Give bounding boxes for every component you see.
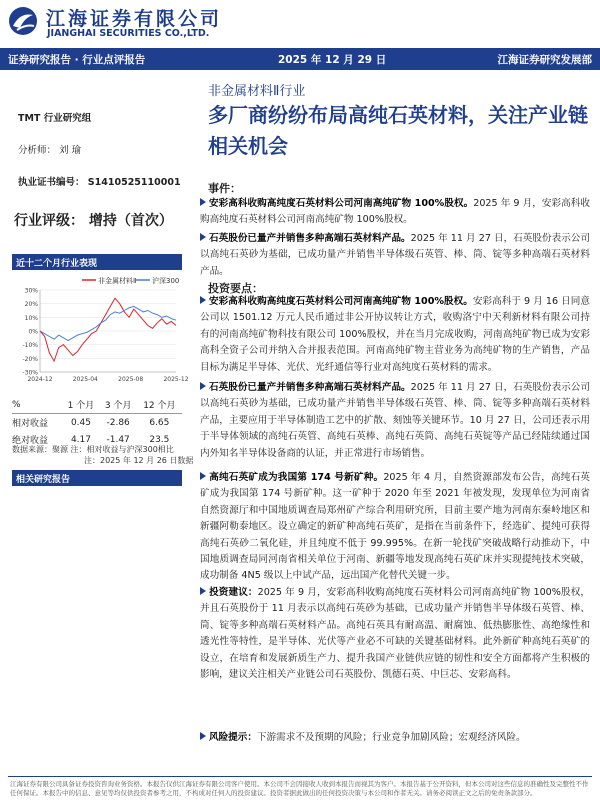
event-1-text: 2025 年 9 月，安彩高科收购高纯度石英材料公司河南高纯矿物 100%股权。 bbox=[200, 198, 590, 226]
x-tick-label: 2024-12 bbox=[27, 376, 53, 383]
department: 江海证券研究发展部 bbox=[497, 54, 592, 66]
event-2-lead: 石英股份已量产并销售多种高端石英材料产品。 bbox=[209, 233, 411, 244]
y-tick-label: -30% bbox=[22, 369, 38, 377]
research-group: TMT 行业研究组 bbox=[18, 113, 92, 124]
point-3-text: 2025 年 4 月，自然资源部发布公告，高纯石英矿成为我国第 174 号新矿种。这一矿种于 2020 年至 2021 年被发现，发现单位为河南省自然资源厅和中国地质调查局郑州矿产综合利用研究所，目前主要产地为河南东秦岭地区和新疆阿勒泰地区。设立确定的新矿种高纯石英矿，是指在当前条件下，经选矿、提纯可获得高纯石英砂二氧化硅，并且纯度不低于 99.995%。在新一轮找矿突破战略行动推动下，中国地质调查局同河南省相关单位于河南、新疆等地发现高纯石英矿床并实现提纯技术突破，成功制备 4N5 级以上中试产品，远出国产化替代关键一步。 bbox=[200, 472, 590, 582]
table-header-cell: % bbox=[12, 396, 62, 414]
bullet-arrow-icon bbox=[200, 198, 206, 206]
point-1-lead: 安彩高科收购高纯度石英材料公司河南高纯矿物 100%股权。 bbox=[209, 296, 473, 307]
series-line-sector bbox=[40, 298, 176, 361]
table-cell: 绝对收益 bbox=[12, 436, 49, 446]
bullet-arrow-icon bbox=[200, 587, 206, 595]
performance-section-title bbox=[12, 254, 182, 270]
report-title: 多厂商纷纷布局高纯石英材料，关注产业链相关机会 bbox=[208, 103, 588, 158]
event-paragraph-1 bbox=[200, 196, 590, 229]
legend-label-hs300: 沪深300 bbox=[152, 277, 180, 285]
x-tick-label: 2025-04 bbox=[72, 376, 98, 383]
y-tick-label: 0% bbox=[28, 328, 38, 336]
table-cell: 0.45 bbox=[70, 417, 91, 428]
table-cell: 相对收益 bbox=[12, 419, 49, 429]
table-cell: 6.65 bbox=[149, 417, 170, 428]
table-header-cell: 3 个月 bbox=[100, 396, 137, 414]
y-tick-label: -20% bbox=[22, 355, 38, 363]
table-header-cell: 12 个月 bbox=[137, 396, 182, 414]
point-3-lead: 高纯石英矿成为我国第 174 号新矿种。 bbox=[209, 472, 384, 483]
y-tick-label: 10% bbox=[24, 314, 38, 322]
footer-disclaimer: 江海证券有限公司具备证券投资咨询业务资格。本报告仅供江海证券有限公司客户使用。本公司不会因接收人收到本报告而视其为客户。本报告基于公开资料，但本公司对这些信息的准确性及完整性不作任何保证。本报告中的信息、意见等均仅供投资者参考之用，不构成对任何人的投资建议。投资者据此做出的任何投资决策与本公司和作者无关。请务必阅读正文之后的免责条款部分。 bbox=[10, 780, 589, 797]
data-date-note: 注：2025 年 12 月 26 日数据 bbox=[84, 456, 194, 465]
company-name-en: JIANGHAI SECURITIES CO.,LTD. bbox=[47, 28, 210, 39]
analyst: 分析师： 刘 瑜 bbox=[18, 145, 82, 156]
y-tick-label: 30% bbox=[24, 287, 38, 295]
related-title-text: 相关研究报告 bbox=[16, 475, 71, 485]
series-line-hs300 bbox=[40, 306, 176, 340]
point-2-text: 2025 年 11 月 27 日，石英股份表示公司以高纯石英砂为基础，已成功量产并销售半导体级石英管、棒、筒、锭等多种高端石英材料产品，主要应用于半导体制造工艺中的扩散、刻蚀等关键环节。10 月 27 日，公司还表示用于半导体领域的高纯石英管、高纯石英棒、高纯石英筒、高纯石英锭等产品已经陆续通过国内外知名半导体设备商的认证，并正常进行市场销售。 bbox=[200, 382, 590, 459]
bullet-arrow-icon bbox=[200, 472, 206, 480]
point-5-text: 下游需求不及预期的风险；行业竞争加剧风险；宏观经济风险。 bbox=[256, 732, 526, 743]
x-tick-label: 2025-12 bbox=[163, 376, 189, 383]
bullet-arrow-icon bbox=[200, 732, 206, 740]
performance-title-text: 近十二个月行业表现 bbox=[16, 259, 98, 269]
industry-rating: 行业评级： 增持（首次） bbox=[14, 213, 173, 229]
license-number: 执业证书编号： S1410525110001 bbox=[18, 177, 181, 188]
table-cell: 4.17 bbox=[70, 434, 91, 445]
point-2-lead: 石英股份已量产并销售多种高端石英材料产品。 bbox=[209, 382, 411, 393]
table-header-row bbox=[12, 396, 182, 414]
y-tick-label: 20% bbox=[24, 301, 38, 309]
industry-name: 非金属材料Ⅱ行业 bbox=[208, 84, 306, 99]
point-1-text: 安彩高科于 9 月 16 日同意公司以 1501.12 万元人民币通过非公开协议转让方式，收购洛宁中天利新材料有限公司持有的河南高纯矿物科技有限公司 100%股权，并在当月完成收购，河南高纯矿物已成为安彩高科全资子公司并纳入合并报表范围。河南高纯矿物主营业务为高纯矿物的生产销售，产品目标为满足半导体、光伏、光纤通信等行业对高纯度石英材料的需求。 bbox=[200, 296, 590, 373]
company-logo-icon bbox=[8, 6, 38, 36]
related-research-title bbox=[12, 470, 182, 486]
point-5-lead: 风险提示： bbox=[209, 732, 257, 743]
report-type: 证券研究报告 · 行业点评报告 bbox=[8, 54, 146, 66]
table-cell: -1.47 bbox=[106, 434, 130, 445]
bullet-arrow-icon bbox=[200, 382, 206, 390]
table-cell: 23.5 bbox=[149, 434, 170, 445]
performance-table bbox=[12, 396, 182, 448]
point-paragraph-3 bbox=[200, 470, 590, 585]
bullet-arrow-icon bbox=[200, 233, 206, 241]
performance-chart bbox=[12, 272, 189, 390]
event-1-lead: 安彩高科收购高纯度石英材料公司河南高纯矿物 100%股权。 bbox=[209, 198, 474, 209]
table-cell: -2.86 bbox=[106, 417, 130, 428]
bullet-arrow-icon bbox=[200, 296, 206, 304]
data-source-note: 数据来源：聚源 注：相对收益与沪深300相比 bbox=[12, 445, 174, 454]
legend-label-sector: 非金属材料Ⅱ bbox=[98, 277, 137, 285]
header-bar bbox=[0, 48, 600, 70]
point-4-text: 2025 年 9 月，安彩高科收购高纯度石英材料公司河南高纯矿物 100%股权，并且石英股份于 11 月表示以高纯石英砂为基础，已成功量产并销售半导体级石英管、棒、筒、锭等多种高端石英材料产品。高纯石英具有耐高温、耐腐蚀、低热膨胀性、高绝缘性和透光性等特性，是半导体、光伏等产业必不可缺的关键基础材料。此外新矿种高纯石英矿的设立，在培育和发展新质生产力、提升我国产业链供应链的韧性和安全方面都将产生积极的影响，建议关注相关产业链公司石英股份、凯德石英、中巨芯、安彩高科。 bbox=[200, 587, 590, 681]
event-2-text: 2025 年 11 月 27 日，石英股份表示公司以高纯石英砂为基础，已成功量产并销售半导体级石英管、棒、筒、锭等多种高端石英材料产品。 bbox=[200, 233, 590, 277]
table-header-cell: 1 个月 bbox=[62, 396, 99, 414]
point-4-lead: 投资建议： bbox=[209, 587, 258, 598]
events-heading: 事件： bbox=[208, 182, 241, 195]
table-row bbox=[12, 414, 182, 432]
point-paragraph-4 bbox=[200, 585, 590, 683]
point-paragraph-1 bbox=[200, 294, 590, 376]
point-paragraph-2 bbox=[200, 380, 590, 462]
event-paragraph-2 bbox=[200, 231, 590, 280]
report-date: 2025 年 12 月 29 日 bbox=[278, 54, 387, 66]
x-tick-label: 2025-08 bbox=[118, 376, 144, 383]
footer-divider bbox=[8, 776, 592, 777]
key-points-heading: 投资要点： bbox=[208, 282, 263, 295]
company-name-cn: 江海证券有限公司 bbox=[46, 8, 223, 30]
point-paragraph-5 bbox=[200, 730, 590, 746]
y-tick-label: -10% bbox=[22, 342, 38, 350]
